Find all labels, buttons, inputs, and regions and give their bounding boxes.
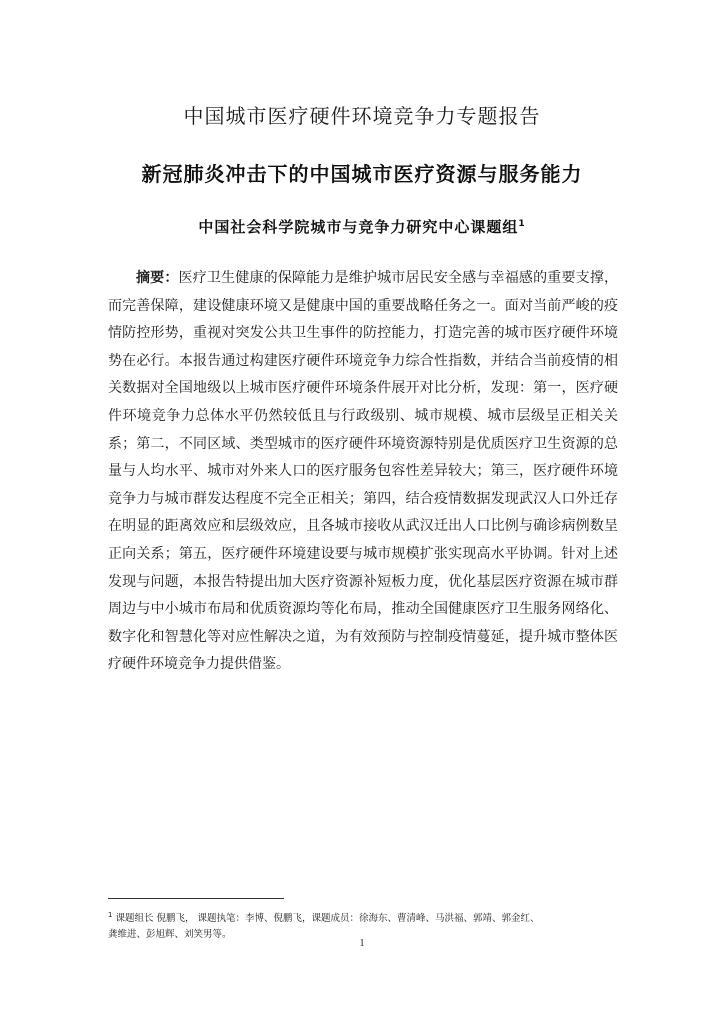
- main-title: 新冠肺炎冲击下的中国城市医疗资源与服务能力: [141, 162, 583, 186]
- footnote-mark: 1: [108, 911, 113, 919]
- footnote-divider: [108, 898, 284, 899]
- page-number: 1: [359, 938, 365, 949]
- abstract-paragraph: [108, 265, 618, 679]
- abstract-text: 医疗卫生健康的保障能力是维护城市居民安全感与幸福感的重要支撑，而完善保障，建设健康环境又是健康中国的重要战略任务之一。面对当前严峻的疫情防控形势，重视对突发公共卫生事件的防控能力，打造完善的城市医疗硬件环境势在必行。本报告通过构建医疗硬件环境竞争力综合性指数，并结合当前疫情的相关数据对全国地级以上城市医疗硬件环境条件展开对比分析，发现：第一，医疗硬件环境竞争力总体水平仍然较低且与行政级别、城市规模、城市层级呈正相关关系；第二，不同区域、类型城市的医疗硬件环境资源特别是优质医疗卫生资源的总量与人均水平、城市对外来人口的医疗服务包容性差异较大；第三，医疗硬件环境竞争力与城市群发达程度不完全正相关；第四，结合疫情数据发现武汉人口外迁存在明显的距离效应和层级效应，且各城市接收从武汉迁出人口比例与确诊病例数呈正向关系；第五，医疗硬件环境建设要与城市规模扩张实现高水平协调。针对上述发现与问题，本报告特提出加大医疗资源补短板力度，优化基层医疗资源在城市群周边与中小城市布局和优质资源均等化布局，推动全国健康医疗卫生服务网络化、数字化和智慧化等对应性解决之道，为有效预防与控制疫情蔓延，提升城市整体医疗硬件环境竞争力提供借鉴。: [108, 270, 618, 673]
- series-title: 中国城市医疗硬件环境竞争力专题报告: [183, 104, 541, 128]
- author-line: [0, 216, 724, 237]
- footnote-line-2: 龚维进、彭旭辉、刘笑男等。: [108, 929, 232, 941]
- abstract-label: 摘要：: [136, 270, 179, 286]
- author-footnote-mark: 1: [518, 219, 526, 229]
- footnote-line-1: [108, 907, 618, 927]
- author-name: 中国社会科学院城市与竞争力研究中心课题组: [198, 218, 519, 236]
- footnote-text-1: 课题组长 倪鹏飞， 课题执笔：李博、倪鹏飞，课题成员：徐海东、曹清峰、马洪福、郭靖、郭金红、: [115, 913, 540, 925]
